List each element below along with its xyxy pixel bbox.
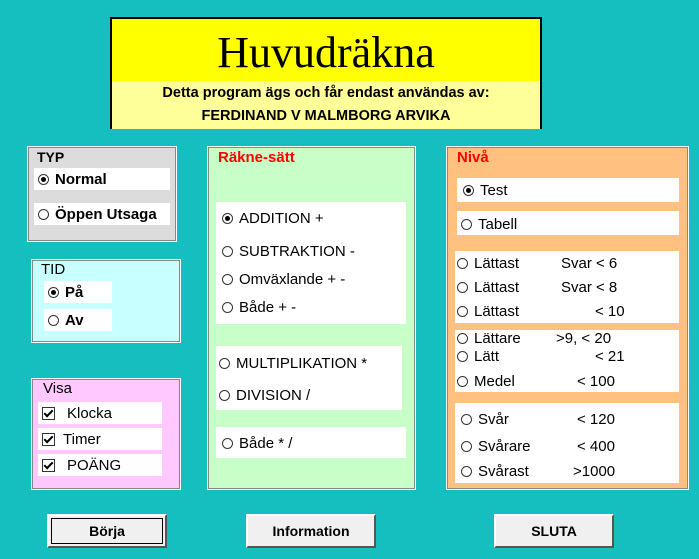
owner-line-2: FERDINAND V MALMBORG ARVIKA: [201, 108, 451, 124]
niva-option-label: Lättast: [474, 278, 520, 296]
radio-icon: [461, 441, 472, 452]
typ-group: [27, 146, 177, 242]
niva-title: Nivå: [454, 150, 492, 166]
start-button[interactable]: Börja: [47, 514, 167, 548]
owner-strip: [112, 81, 540, 129]
visa-option-label: Timer: [63, 430, 101, 448]
niva-option-lattast-8[interactable]: [453, 276, 673, 298]
visa-group: [31, 378, 181, 490]
niva-option-label: Tabell: [478, 215, 518, 233]
niva-option-label: Svår: [478, 410, 509, 428]
radio-icon: [457, 282, 468, 293]
owner-line-1: Detta program ägs och får endast användas av:: [162, 85, 490, 101]
header-banner: [110, 17, 542, 129]
niva-option-label: Svårare: [478, 437, 531, 455]
tid-group: [31, 259, 181, 343]
radio-icon: [457, 333, 468, 344]
radio-icon: [219, 390, 230, 401]
tid-option-label: Av: [65, 311, 84, 329]
radio-selected-icon: [463, 185, 474, 196]
niva-option-label: Lättast: [474, 302, 520, 320]
rakne-option-division[interactable]: [215, 384, 400, 406]
radio-icon: [461, 466, 472, 477]
rakne-satt-group: [207, 146, 416, 490]
tid-option-av[interactable]: [44, 309, 112, 331]
niva-option-medel[interactable]: [453, 370, 673, 392]
niva-option-latt[interactable]: [453, 346, 673, 366]
typ-option-label: Öppen Utsaga: [55, 205, 157, 223]
visa-option-timer[interactable]: [38, 428, 162, 450]
rakne-option-label: Både * /: [239, 434, 293, 452]
niva-group: [446, 146, 689, 490]
niva-option-svarare[interactable]: [457, 435, 673, 457]
typ-option-oppen-utsaga[interactable]: [34, 203, 170, 225]
rakne-option-multiplikation[interactable]: [215, 352, 400, 374]
typ-option-normal[interactable]: [34, 168, 170, 190]
niva-option-range: < 400: [577, 437, 615, 455]
rakne-option-addition[interactable]: [218, 207, 398, 229]
radio-selected-icon: [48, 287, 59, 298]
niva-option-range: < 10: [595, 302, 625, 320]
rakne-satt-title: Räkne-sätt: [215, 150, 298, 166]
radio-icon: [222, 302, 233, 313]
radio-icon: [222, 438, 233, 449]
radio-icon: [461, 414, 472, 425]
radio-icon: [457, 351, 468, 362]
tid-title: TID: [38, 262, 68, 278]
radio-icon: [222, 246, 233, 257]
visa-option-label: POÄNG: [67, 456, 122, 474]
rakne-option-bada-mul-div[interactable]: [218, 432, 398, 454]
niva-option-svar[interactable]: [457, 408, 673, 430]
typ-option-label: Normal: [55, 170, 107, 188]
niva-option-range: >1000: [573, 462, 616, 480]
niva-option-lattast-6[interactable]: [453, 252, 673, 274]
radio-icon: [219, 358, 230, 369]
niva-option-range: < 100: [577, 372, 615, 390]
niva-option-label: Lätt: [474, 347, 500, 365]
checkbox-checked-icon: [42, 407, 55, 420]
radio-icon: [48, 315, 59, 326]
rakne-option-subtraktion[interactable]: [218, 240, 398, 262]
radio-icon: [457, 306, 468, 317]
typ-title: TYP: [34, 149, 67, 165]
niva-option-range: < 21: [595, 347, 625, 365]
visa-title: Visa: [40, 381, 75, 397]
visa-option-poang[interactable]: [38, 454, 162, 476]
radio-icon: [222, 274, 233, 285]
rakne-option-bada-add-sub[interactable]: [218, 296, 398, 318]
rakne-option-label: Omväxlande + -: [239, 270, 346, 288]
niva-option-label: Test: [480, 181, 508, 199]
niva-option-range: >9, < 20: [556, 329, 612, 347]
rakne-option-label: ADDITION +: [239, 209, 324, 227]
rakne-option-omvaxlande[interactable]: [218, 268, 398, 290]
niva-option-range: Svar < 6: [561, 254, 618, 272]
niva-option-label: Lättast: [474, 254, 520, 272]
niva-option-label: Svårast: [478, 462, 529, 480]
app-title: Huvudräkna: [217, 28, 435, 77]
rakne-option-label: MULTIPLIKATION *: [236, 354, 368, 372]
visa-option-label: Klocka: [67, 404, 113, 422]
checkbox-checked-icon: [42, 459, 55, 472]
rakne-option-label: Både + -: [239, 298, 297, 316]
niva-option-lattast-10[interactable]: [453, 300, 673, 322]
niva-option-tabell[interactable]: [457, 213, 667, 235]
niva-option-svarast[interactable]: [457, 460, 673, 482]
niva-option-label: Lättare: [474, 329, 521, 347]
radio-selected-icon: [222, 213, 233, 224]
rakne-option-label: DIVISION /: [236, 386, 311, 404]
checkbox-checked-icon: [42, 433, 55, 446]
radio-icon: [38, 209, 49, 220]
information-button[interactable]: Information: [246, 514, 376, 548]
radio-icon: [457, 376, 468, 387]
radio-selected-icon: [38, 174, 49, 185]
quit-button[interactable]: SLUTA: [494, 514, 614, 548]
niva-option-lattare[interactable]: [453, 328, 673, 348]
niva-option-label: Medel: [474, 372, 515, 390]
niva-option-test[interactable]: [459, 179, 669, 201]
rakne-option-label: SUBTRAKTION -: [239, 242, 355, 260]
visa-option-klocka[interactable]: [38, 402, 162, 424]
tid-option-pa[interactable]: [44, 281, 112, 303]
niva-option-range: < 120: [577, 410, 615, 428]
niva-option-range: Svar < 8: [561, 278, 618, 296]
radio-icon: [457, 258, 468, 269]
tid-option-label: På: [65, 283, 84, 301]
radio-icon: [461, 219, 472, 230]
